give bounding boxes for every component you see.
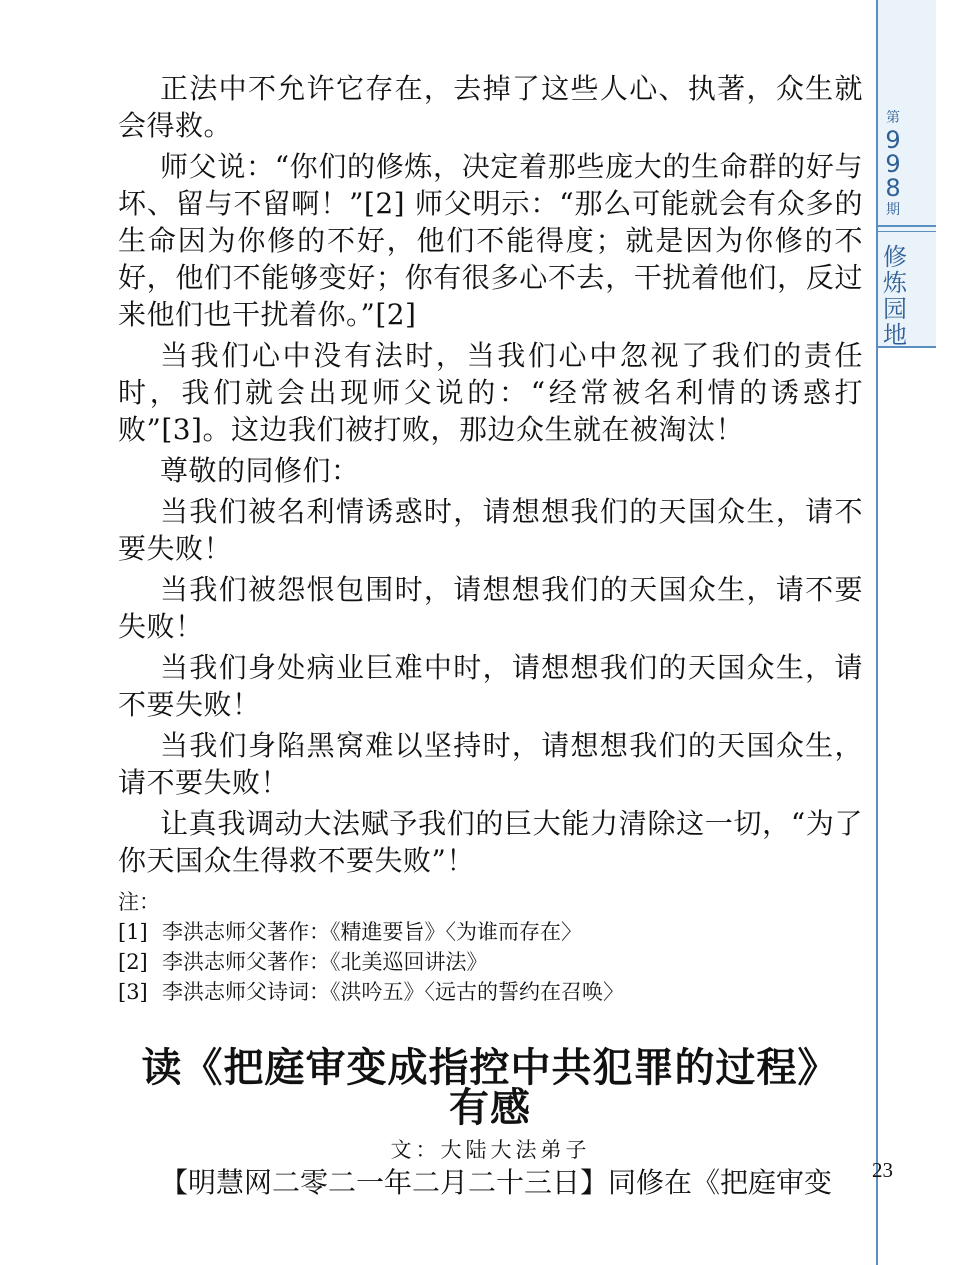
paragraph: 尊敬的同修们： xyxy=(160,454,360,487)
paragraph: 当我们被名利情诱惑时，请想想我们的天国众生，请不要失败！ xyxy=(118,495,863,565)
issue-sidebar xyxy=(876,0,936,348)
issue-digit: 9 xyxy=(885,126,901,154)
sidebar-divider xyxy=(878,225,936,232)
issue-suffix: 期 xyxy=(886,202,900,218)
paragraph: 让真我调动大法赋予我们的巨大能力清除这一切，“为了你天国众生得救不要失败”！ xyxy=(118,807,863,877)
article-lead: 【明慧网二零二一年二月二十三日】同修在《把庭审变 xyxy=(160,1166,833,1199)
footnotes xyxy=(118,887,863,1007)
footnote-text: 李洪志师父著作：《精進要旨》〈为谁而存在〉 xyxy=(162,920,582,944)
footnote-text: 李洪志师父著作：《北美巡回讲法》 xyxy=(162,950,488,974)
paragraph: 当我们身陷黑窝难以坚持时，请想想我们的天国众生，请不要失败！ xyxy=(118,729,863,799)
article-body xyxy=(118,70,863,1007)
article-title-line: 读《把庭审变成指控中共犯罪的过程》 xyxy=(141,1044,839,1091)
article-title xyxy=(100,1044,880,1131)
section-name xyxy=(878,244,912,348)
footnote-item xyxy=(118,977,863,1007)
section-char: 修 xyxy=(883,243,907,271)
paragraph: 当我们被怨恨包围时，请想想我们的天国众生，请不要失败！ xyxy=(118,573,863,643)
footnotes-label: 注： xyxy=(118,890,160,914)
sidebar-rule xyxy=(876,346,878,1265)
issue-number xyxy=(878,108,908,220)
issue-digit: 9 xyxy=(885,150,901,178)
article-title-line: 有感 xyxy=(449,1084,531,1131)
section-char: 地 xyxy=(883,321,907,349)
section-char: 炼 xyxy=(883,269,907,297)
footnote-number: [1] xyxy=(118,920,148,944)
footnote-number: [2] xyxy=(118,950,148,974)
footnote-item xyxy=(118,947,863,977)
issue-digit: 8 xyxy=(885,174,901,202)
footnote-item xyxy=(118,917,863,947)
paragraph: 当我们心中没有法时，当我们心中忽视了我们的责任时，我们就会出现师父说的：“经常被名利情的诱惑打败”[3]。这边我们被打败，那边众生就在被淘汰！ xyxy=(118,339,863,446)
footnote-number: [3] xyxy=(118,980,148,1004)
section-char: 园 xyxy=(883,295,907,323)
footnote-text: 李洪志师父诗词：《洪吟五》〈远古的誓约在召唤〉 xyxy=(162,980,624,1004)
issue-prefix: 第 xyxy=(886,110,900,126)
page-number: 23 xyxy=(872,1158,893,1182)
paragraph: 正法中不允许它存在，去掉了这些人心、执著，众生就会得救。 xyxy=(118,72,863,142)
paragraph: 师父说：“你们的修炼，决定着那些庞大的生命群的好与坏、留与不留啊！”[2] 师父明示：“那么可能就会有众多的生命因为你修的不好，他们不能得度；就是因为你修的不好，他们不能够变好；你有很多心不去，干扰着他们，反过来他们也干扰着你。”[2] xyxy=(118,150,863,331)
paragraph: 当我们身处病业巨难中时，请想想我们的天国众生，请不要失败！ xyxy=(118,651,863,721)
article-byline: 文：大陆大法弟子 xyxy=(390,1138,591,1162)
